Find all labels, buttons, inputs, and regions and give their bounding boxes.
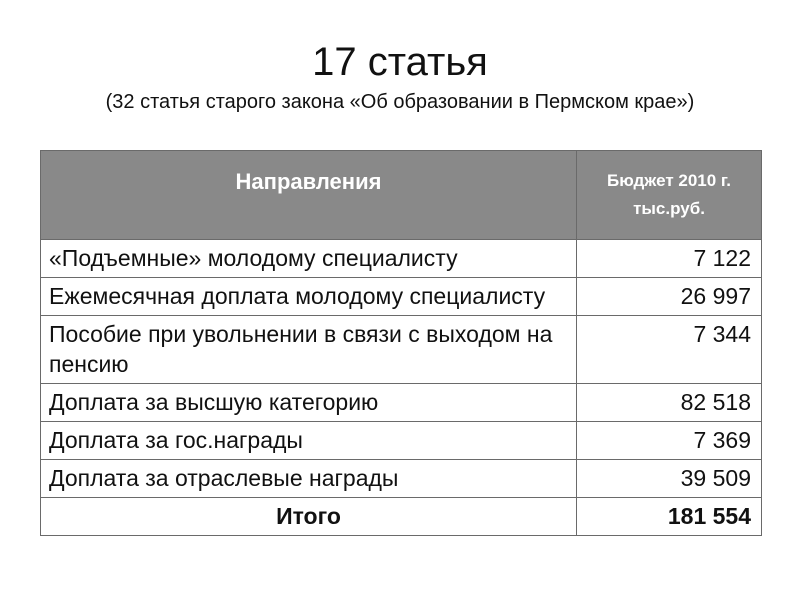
table-row (41, 384, 762, 422)
table-row (41, 240, 762, 278)
table-header-row (41, 151, 762, 240)
table-row (41, 316, 762, 384)
budget-table (40, 150, 762, 536)
row-value: 7 344 (577, 316, 762, 384)
row-value: 82 518 (577, 384, 762, 422)
row-name: Доплата за отраслевые награды (41, 460, 577, 498)
total-label: Итого (41, 498, 577, 536)
table-row (41, 422, 762, 460)
row-name: Пособие при увольнении в связи с выходом на пенсию (41, 316, 577, 384)
row-value: 7 369 (577, 422, 762, 460)
header-budget-line2: тыс.руб. (633, 199, 705, 218)
table-row (41, 278, 762, 316)
header-budget-line1: Бюджет 2010 г. (606, 171, 732, 190)
header-direction: Направления (41, 151, 577, 240)
row-name: Доплата за гос.награды (41, 422, 577, 460)
row-name: Ежемесячная доплата молодому специалисту (41, 278, 577, 316)
table-total-row (41, 498, 762, 536)
row-name: Доплата за высшую категорию (41, 384, 577, 422)
row-value: 39 509 (577, 460, 762, 498)
slide-subtitle: (32 статья старого закона «Об образовании в Пермском крае») (105, 91, 695, 113)
slide-title: 17 статья (312, 40, 488, 84)
row-value: 7 122 (577, 240, 762, 278)
header-budget (577, 151, 762, 240)
table-row (41, 460, 762, 498)
total-value: 181 554 (577, 498, 762, 536)
row-value: 26 997 (577, 278, 762, 316)
row-name: «Подъемные» молодому специалисту (41, 240, 577, 278)
